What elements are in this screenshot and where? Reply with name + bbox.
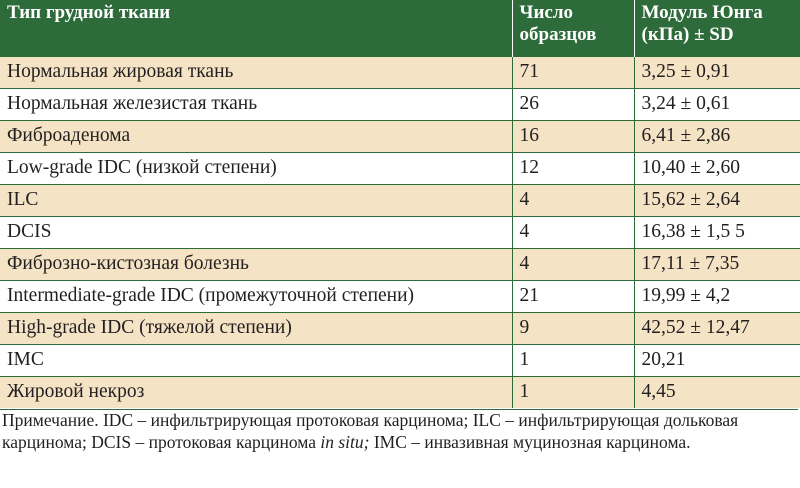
cell-youngs-modulus: 3,25 ± 0,91 xyxy=(634,56,800,88)
table-row xyxy=(0,216,800,248)
cell-tissue-type: Жировой некроз xyxy=(0,376,512,408)
cell-sample-count: 16 xyxy=(512,120,634,152)
footnote-text-start: Примечание. IDC – инфильтрирующая протоковая карцинома; ILC – инфильтрирующая дольковая карцинома; DCIS – протоковая карцинома xyxy=(2,410,739,452)
cell-youngs-modulus: 15,62 ± 2,64 xyxy=(634,184,800,216)
table-row xyxy=(0,120,800,152)
cell-youngs-modulus: 20,21 xyxy=(634,344,800,376)
cell-tissue-type: High-grade IDC (тяжелой степени) xyxy=(0,312,512,344)
cell-sample-count: 21 xyxy=(512,280,634,312)
cell-sample-count: 71 xyxy=(512,56,634,88)
cell-sample-count: 9 xyxy=(512,312,634,344)
cell-youngs-modulus: 3,24 ± 0,61 xyxy=(634,88,800,120)
cell-tissue-type: Фиброзно-кистозная болезнь xyxy=(0,248,512,280)
table-body xyxy=(0,56,800,408)
header-sample-count: Число образцов xyxy=(512,0,634,56)
cell-youngs-modulus: 42,52 ± 12,47 xyxy=(634,312,800,344)
cell-tissue-type: IMC xyxy=(0,344,512,376)
cell-youngs-modulus: 17,11 ± 7,35 xyxy=(634,248,800,280)
cell-youngs-modulus: 10,40 ± 2,60 xyxy=(634,152,800,184)
cell-sample-count: 1 xyxy=(512,376,634,408)
cell-youngs-modulus: 19,99 ± 4,2 xyxy=(634,280,800,312)
header-tissue-type: Тип грудной ткани xyxy=(0,0,512,56)
cell-tissue-type: Нормальная жировая ткань xyxy=(0,56,512,88)
table-footnote xyxy=(0,409,798,453)
cell-sample-count: 12 xyxy=(512,152,634,184)
table-header-row xyxy=(0,0,800,56)
cell-tissue-type: ILC xyxy=(0,184,512,216)
table-row xyxy=(0,56,800,88)
cell-sample-count: 1 xyxy=(512,344,634,376)
footnote-italic-in-situ: in situ; xyxy=(320,431,370,452)
footnote-text-end: IMC – инвазивная муцинозная карцинома. xyxy=(369,431,691,452)
cell-tissue-type: DCIS xyxy=(0,216,512,248)
cell-sample-count: 4 xyxy=(512,184,634,216)
cell-tissue-type: Нормальная железистая ткань xyxy=(0,88,512,120)
cell-youngs-modulus: 16,38 ± 1,5 5 xyxy=(634,216,800,248)
cell-sample-count: 26 xyxy=(512,88,634,120)
cell-tissue-type: Low-grade IDC (низкой степени) xyxy=(0,152,512,184)
cell-youngs-modulus: 4,45 xyxy=(634,376,800,408)
table-row xyxy=(0,248,800,280)
table-row xyxy=(0,88,800,120)
table-row xyxy=(0,376,800,408)
cell-tissue-type: Intermediate-grade IDC (промежуточной степени) xyxy=(0,280,512,312)
cell-sample-count: 4 xyxy=(512,216,634,248)
table-row xyxy=(0,152,800,184)
table-row xyxy=(0,312,800,344)
table-row xyxy=(0,344,800,376)
table-row xyxy=(0,280,800,312)
table-row xyxy=(0,184,800,216)
cell-tissue-type: Фиброаденома xyxy=(0,120,512,152)
cell-sample-count: 4 xyxy=(512,248,634,280)
cell-youngs-modulus: 6,41 ± 2,86 xyxy=(634,120,800,152)
header-youngs-modulus: Модуль Юнга (кПа) ± SD xyxy=(634,0,800,56)
